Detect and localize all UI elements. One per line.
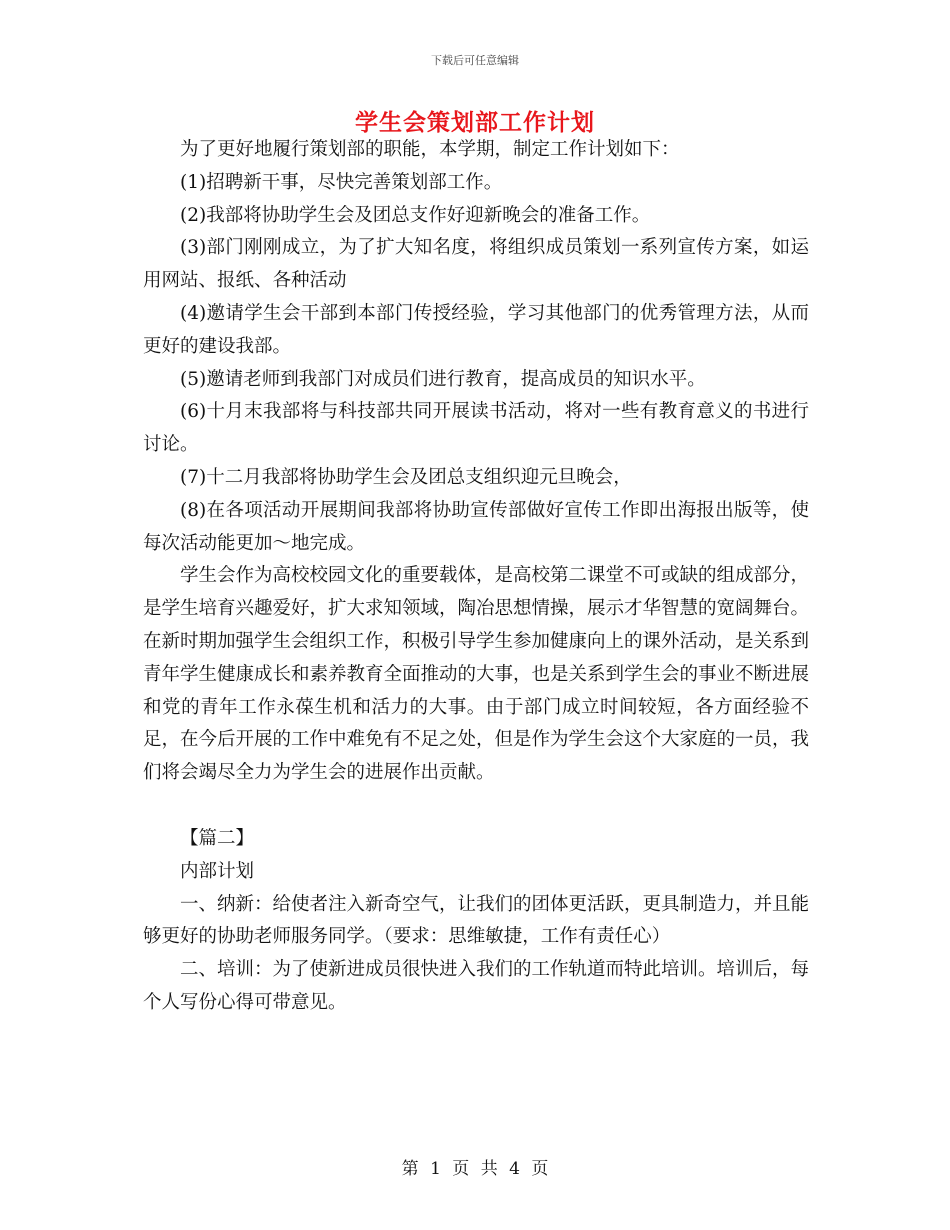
section-spacer <box>143 790 809 823</box>
subsection-heading: 内部计划 <box>180 860 255 882</box>
section-heading: 【篇二】 <box>180 827 255 849</box>
paragraph-item-6: (6)十月末我部将与科技部共同开展读书活动，将对一些有教育意义的书进行讨论。 <box>143 401 809 456</box>
paragraph-intro: 为了更好地履行策划部的职能，本学期，制定工作计划如下： <box>180 139 680 160</box>
paragraph-summary: 学生会作为高校校园文化的重要载体，是高校第二课堂不可或缺的组成部分，是学生培育兴趣爱好，扩大求知领域，陶冶思想情操，展示才华智慧的宽阔舞台。在新时期加强学生会组织工作，积极引导学生参加健康向上的课外活动，是关系到青年学生健康成长和素养教育全面推动的大事，也是关系到学生会的事业不断进展和党的青年工作永葆生机和活力的大事。由于部门成立时间较短，各方面经验不足，在今后开展的工作中难免有不足之处，但是作为学生会这个大家庭的一员，我们将会竭尽全力为学生会的进展作出贡献。 <box>143 565 810 784</box>
paragraph-item-4: (4)邀请学生会干部到本部门传授经验，学习其他部门的优秀管理方法，从而更好的建设我部。 <box>143 302 809 357</box>
document-title: 学生会策划部工作计划 <box>355 109 595 136</box>
paragraph-item-5: (5)邀请老师到我部门对成员们进行教育，提高成员的知识水平。 <box>180 368 706 390</box>
paragraph-recruit: 一、纳新：给使者注入新奇空气，让我们的团体更活跃，更具制造力，并且能够更好的协助老师服务同学。（要求：思维敏捷，工作有责任心） <box>143 893 810 948</box>
page-footer: 第 1 页 共 4 页 <box>401 1159 549 1179</box>
paragraph-item-2: (2)我部将协助学生会及团总支作好迎新晚会的准备工作。 <box>180 204 651 226</box>
paragraph-item-3: (3)部门刚刚成立，为了扩大知名度，将组织成员策划一系列宣传方案，如运用网站、报纸、各种活动 <box>143 237 809 292</box>
paragraph-item-7: (7)十二月我部将协助学生会及团总支组织迎元旦晚会， <box>180 466 632 488</box>
paragraph-item-8: (8)在各项活动开展期间我部将协助宣传部做好宣传工作即出海报出版等，使每次活动能更加～地完成。 <box>143 499 809 554</box>
document-body <box>143 134 809 1020</box>
header-note: 下载后可任意编辑 <box>431 54 519 67</box>
paragraph-item-1: (1)招聘新干事，尽快完善策划部工作。 <box>180 171 503 193</box>
paragraph-training: 二、培训：为了使新进成员很快进入我们的工作轨道而特此培训。培训后，每个人写份心得可带意见。 <box>143 959 810 1013</box>
